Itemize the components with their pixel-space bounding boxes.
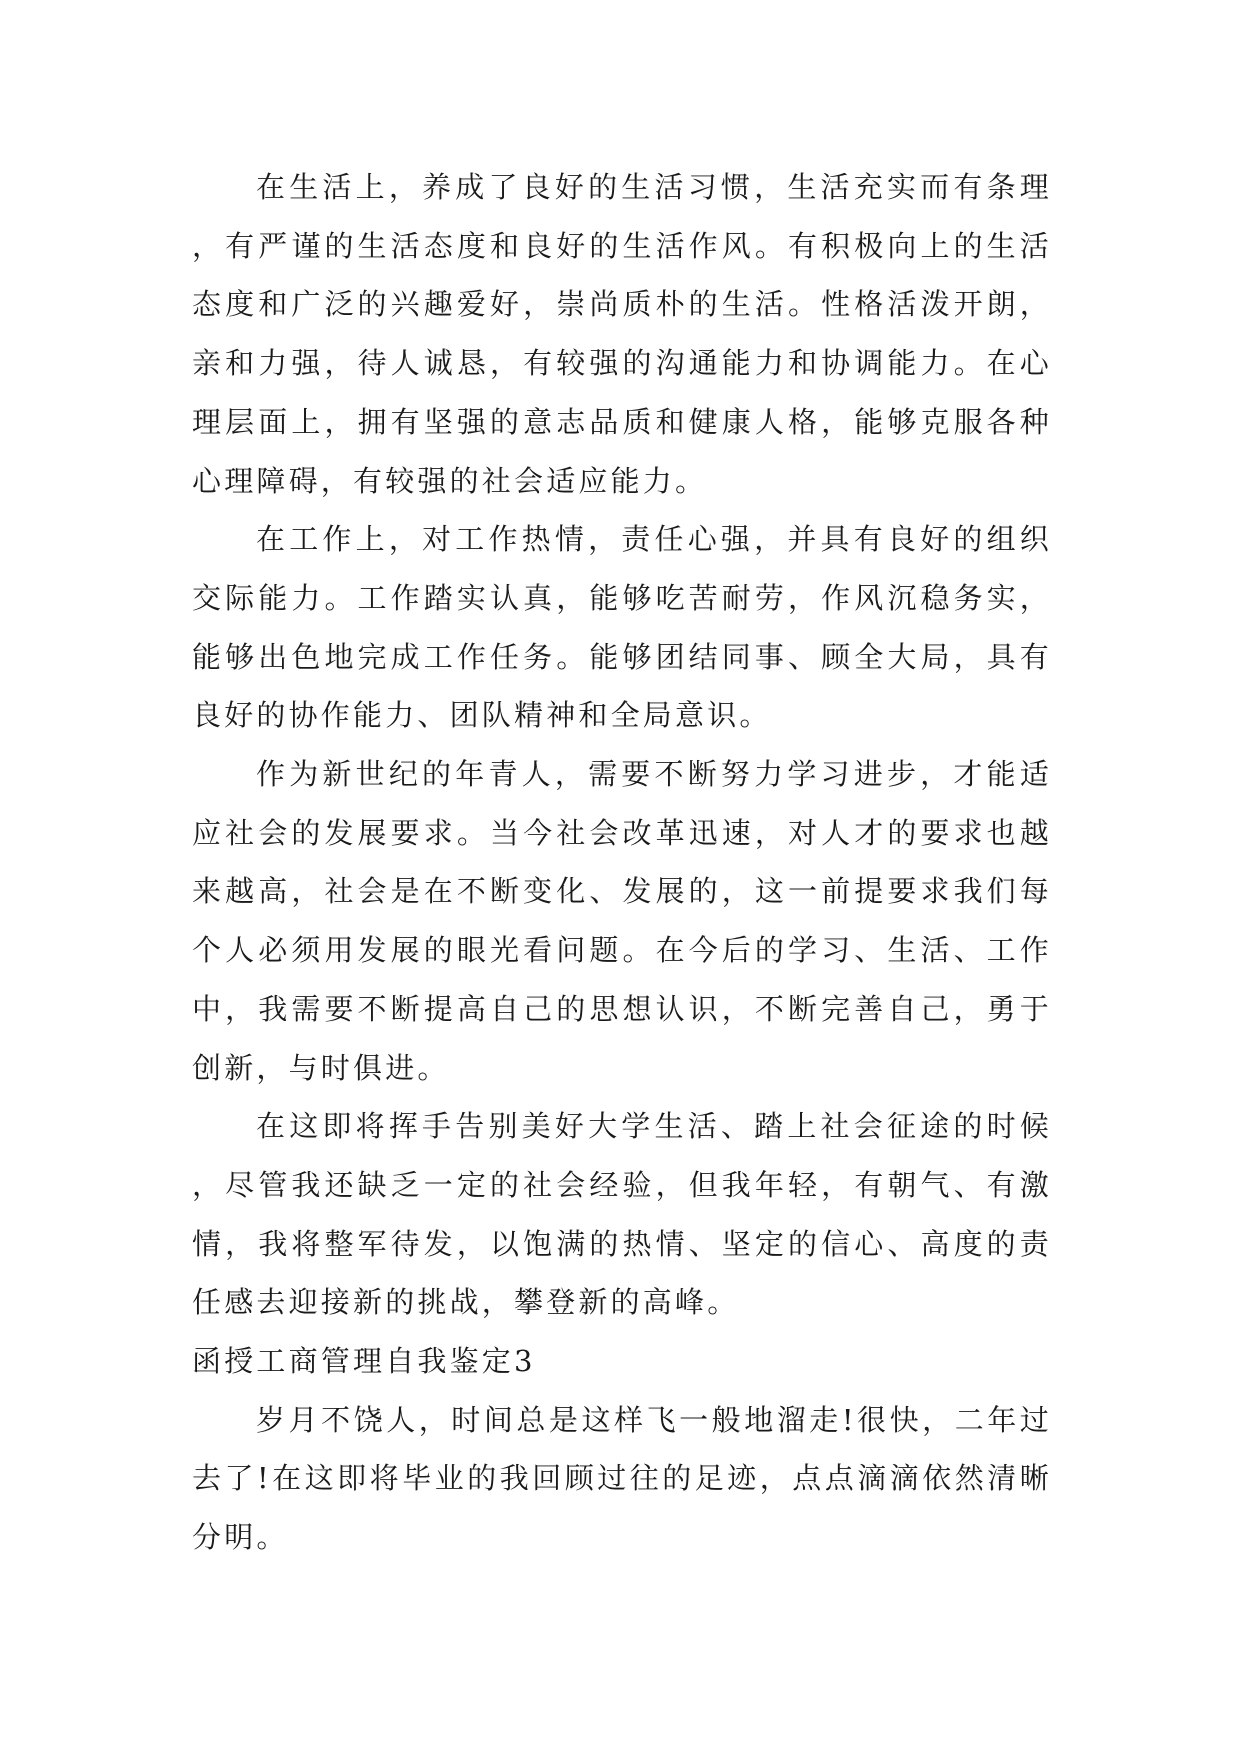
paragraph-work: 在工作上，对工作热情，责任心强，并具有良好的组织交际能力。工作踏实认真，能够吃苦耐劳，作风沉稳务实，能够出色地完成工作任务。能够团结同事、顾全大局，具有良好的协作能力、团队精神和全局意识。: [192, 522, 1052, 733]
paragraph-youth: 作为新世纪的年青人，需要不断努力学习进步，才能适应社会的发展要求。当今社会改革迅速，对人才的要求也越来越高，社会是在不断变化、发展的，这一前提要求我们每个人必须用发展的眼光看问题。在今后的学习、生活、工作中，我需要不断提高自己的思想认识，不断完善自己，勇于创新，与时俱进。: [192, 757, 1052, 1085]
document-body: [192, 158, 1052, 1567]
paragraph-time: 岁月不饶人，时间总是这样飞一般地溜走!很快，二年过去了!在这即将毕业的我回顾过往的足迹，点点滴滴依然清晰分明。: [192, 1402, 1052, 1555]
section-heading: 函授工商管理自我鉴定3: [192, 1344, 536, 1379]
paragraph-farewell: 在这即将挥手告别美好大学生活、踏上社会征途的时候，尽管我还缺乏一定的社会经验，但我年轻，有朝气、有激情，我将整军待发，以饱满的热情、坚定的信心、高度的责任感去迎接新的挑战，攀登新的高峰。: [192, 1109, 1052, 1320]
paragraph-life: 在生活上，养成了良好的生活习惯，生活充实而有条理，有严谨的生活态度和良好的生活作风。有积极向上的生活态度和广泛的兴趣爱好，崇尚质朴的生活。性格活泼开朗，亲和力强，待人诚恳，有较强的沟通能力和协调能力。在心理层面上，拥有坚强的意志品质和健康人格，能够克服各种心理障碍，有较强的社会适应能力。: [192, 170, 1052, 498]
